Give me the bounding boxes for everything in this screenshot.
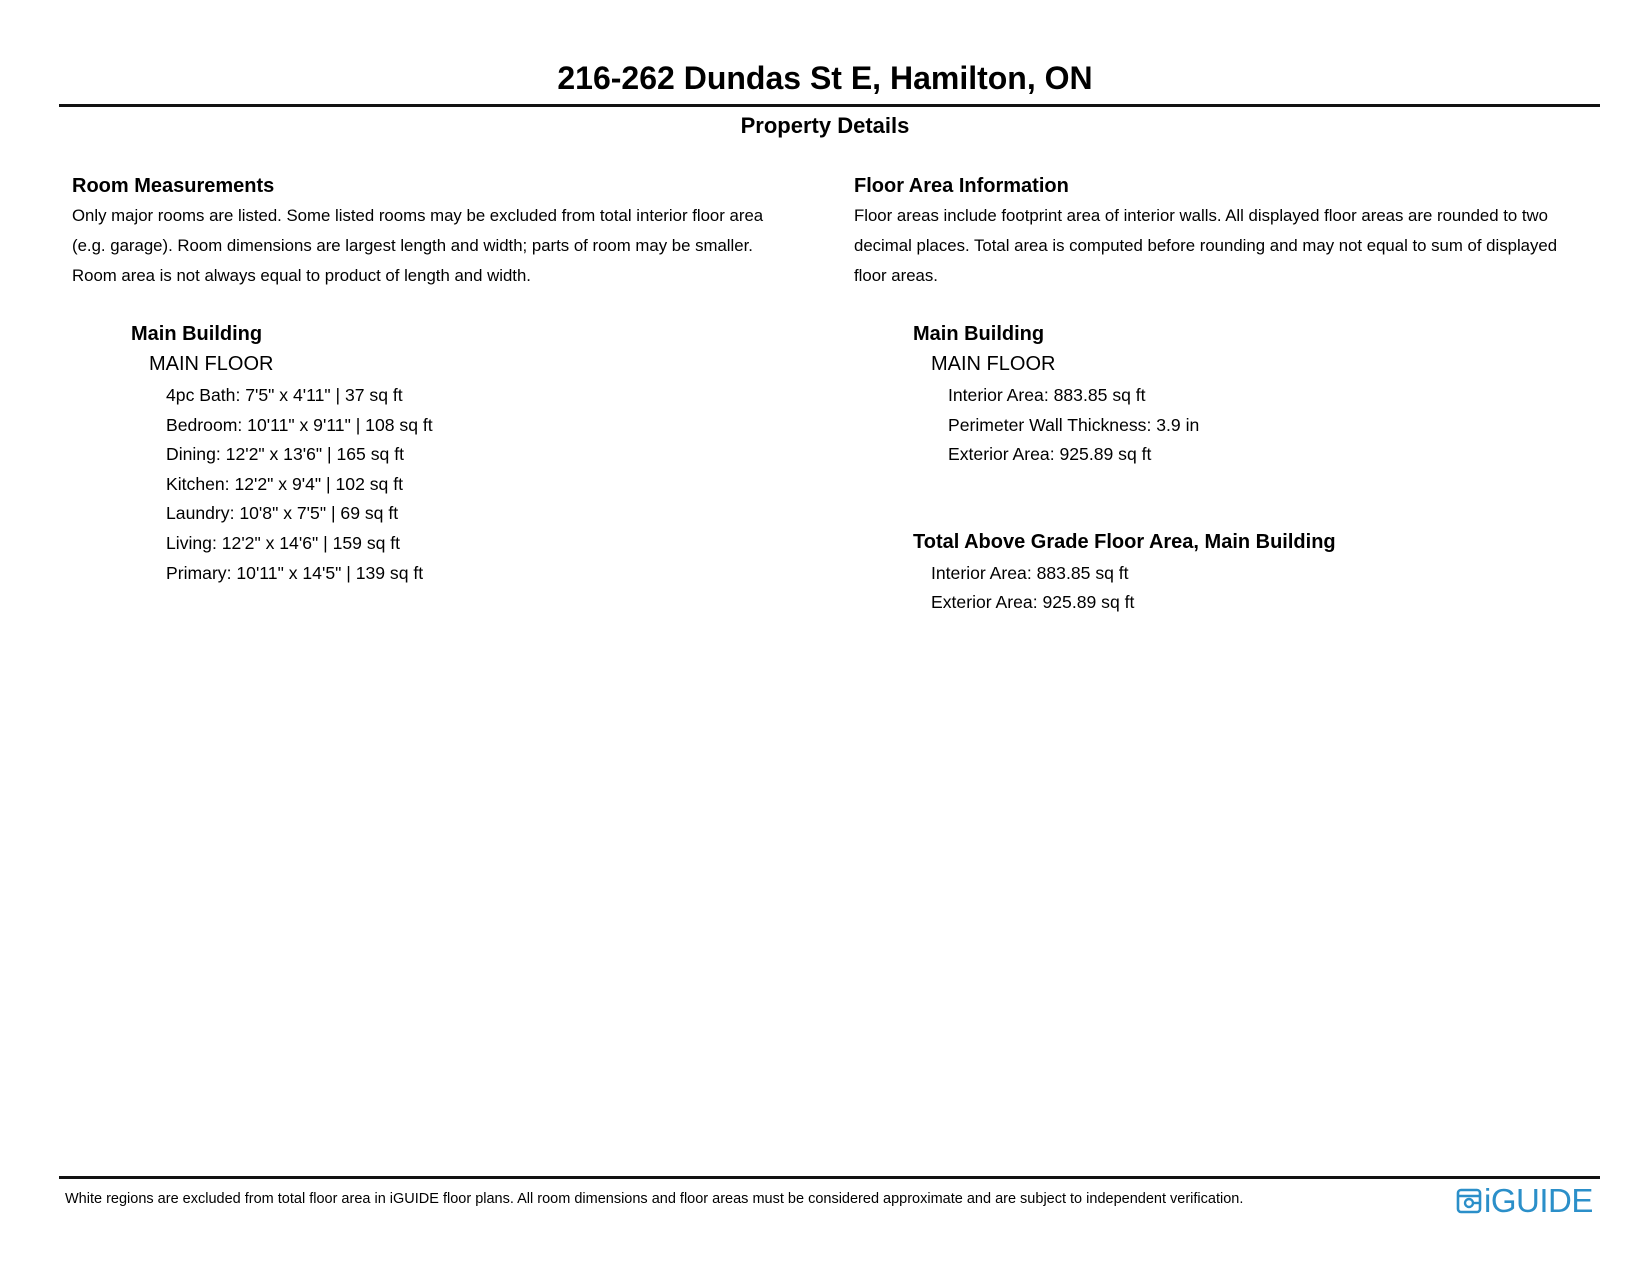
camera-icon [1456, 1187, 1482, 1215]
total-floor-area-item: Interior Area: 883.85 sq ft [931, 563, 1129, 583]
building-heading: Main Building [131, 323, 263, 345]
room-item: Dining: 12'2" x 13'6" | 165 sq ft [166, 444, 404, 464]
floor-area-description-line: floor areas. [854, 266, 938, 285]
floor-area-item: Exterior Area: 925.89 sq ft [948, 444, 1152, 464]
floor-area-item: Interior Area: 883.85 sq ft [948, 385, 1146, 405]
room-item: Bedroom: 10'11" x 9'11" | 108 sq ft [166, 415, 433, 435]
page-subtitle: Property Details [740, 113, 910, 138]
floor-area-item: Perimeter Wall Thickness: 3.9 in [948, 415, 1200, 435]
iguide-logo [1456, 1184, 1593, 1218]
room-item: Primary: 10'11" x 14'5" | 139 sq ft [166, 563, 424, 583]
logo-text: iGUIDE [1484, 1182, 1593, 1219]
floor-area-description-line: Floor areas include footprint area of interior walls. All displayed floor areas are rounded to two [854, 206, 1548, 225]
footer-divider [59, 1176, 1600, 1179]
floor-heading: MAIN FLOOR [931, 353, 1056, 375]
header-divider [59, 104, 1600, 107]
room-measurements-description-line: (e.g. garage). Room dimensions are largest length and width; parts of room may be smaller. [72, 236, 753, 255]
room-measurements-description-line: Only major rooms are listed. Some listed rooms may be excluded from total interior floor area [72, 206, 764, 225]
total-floor-area-item: Exterior Area: 925.89 sq ft [931, 592, 1135, 612]
room-measurements-description-line: Room area is not always equal to product of length and width. [72, 266, 531, 285]
building-heading: Main Building [913, 323, 1045, 345]
room-item: 4pc Bath: 7'5" x 4'11" | 37 sq ft [166, 385, 403, 405]
room-item: Living: 12'2" x 14'6" | 159 sq ft [166, 533, 401, 553]
footer-disclaimer: White regions are excluded from total floor area in iGUIDE floor plans. All room dimensions and floor areas must be considered approximate and are subject to independent verification. [65, 1191, 1244, 1207]
section-heading-room-measurements: Room Measurements [72, 175, 275, 197]
page-title: 216-262 Dundas St E, Hamilton, ON [557, 60, 1093, 96]
room-item: Kitchen: 12'2" x 9'4" | 102 sq ft [166, 474, 404, 494]
total-floor-area-heading: Total Above Grade Floor Area, Main Building [913, 531, 1336, 553]
floor-heading: MAIN FLOOR [149, 353, 274, 375]
floor-area-description-line: decimal places. Total area is computed before rounding and may not equal to sum of displayed [854, 236, 1558, 255]
section-heading-floor-area: Floor Area Information [854, 175, 1069, 197]
room-item: Laundry: 10'8" x 7'5" | 69 sq ft [166, 503, 399, 523]
